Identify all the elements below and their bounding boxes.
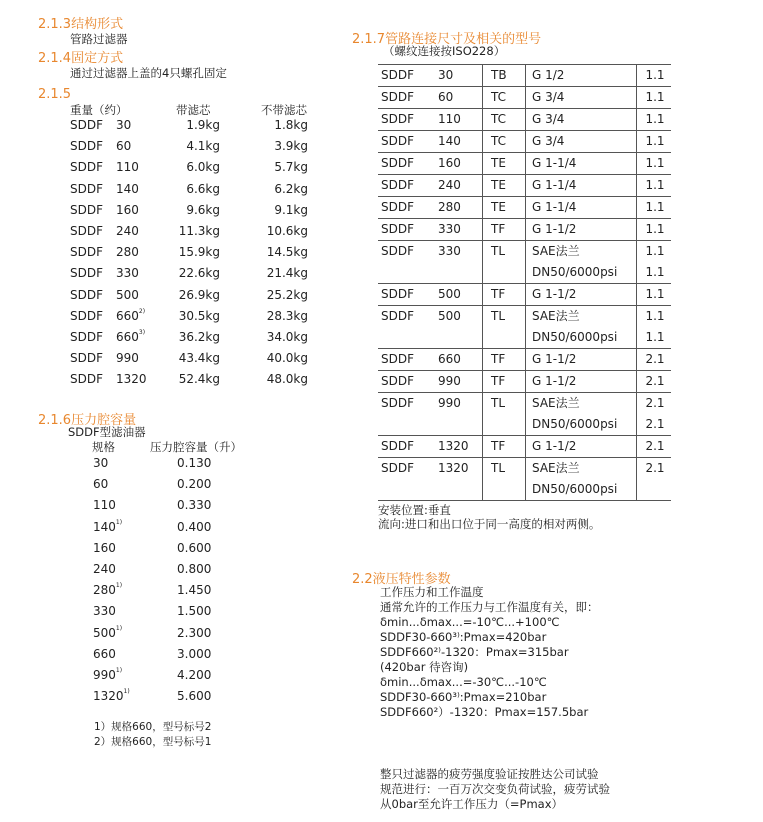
row-size: 160 (93, 540, 116, 555)
cell-code: TE (483, 153, 526, 175)
connection-row (378, 219, 671, 241)
version-value: 1.1 (645, 265, 665, 279)
version-value: 1.1 (645, 156, 665, 170)
connection-value: DN50/6000psi (532, 330, 618, 344)
connection-row (378, 65, 671, 87)
version-value: 1.1 (645, 244, 665, 258)
version-value: 1.1 (645, 68, 665, 82)
section-heading-2-1-5: 2.1.5 (38, 87, 72, 102)
connection-row (378, 153, 671, 175)
connection-value: G 1-1/4 (532, 156, 577, 170)
row-weight-without-element: 3.9kg (274, 139, 308, 154)
cell-model: SDDF (381, 309, 414, 323)
version-value: 2.1 (645, 461, 665, 475)
cell-model: SDDF (381, 178, 414, 192)
param-line: SDDF660²）-1320：Pmax=157.5bar (380, 705, 589, 719)
cell-version (637, 87, 672, 109)
weight-header-label: 重量（约） (70, 103, 128, 117)
row-size: 990$^{1)}$ (93, 667, 123, 682)
row-weight-with-element: 6.6kg (186, 181, 220, 196)
flow-direction: 流向:进口和出口位于同一高度的相对两侧。 (378, 517, 601, 531)
section-heading-2-2: 2.2液压特性参数 (352, 572, 451, 587)
connection-row (378, 458, 671, 501)
row-model: SDDF (70, 160, 103, 175)
cell-version (637, 109, 672, 131)
connection-table (378, 64, 671, 501)
row-footnote-ref: 1) (115, 624, 123, 632)
cell-version (637, 175, 672, 197)
cell-code: TC (483, 131, 526, 153)
cell-version (637, 65, 672, 87)
param-line: 通常允许的工作压力与工作温度有关，即： (380, 600, 599, 614)
row-volume: 1.500 (177, 604, 212, 619)
cell-code: TF (483, 371, 526, 393)
volume-header-size: 规格 (92, 440, 115, 454)
connection-row (378, 349, 671, 371)
cell-model: SDDF (381, 112, 414, 126)
cell-connection (526, 197, 637, 219)
connection-value: G 1-1/2 (532, 352, 577, 366)
row-footnote-ref: 1) (115, 518, 123, 526)
cell-model: SDDF (381, 156, 414, 170)
row-footnote-ref: 2) (138, 307, 146, 315)
cell-code: TE (483, 175, 526, 197)
row-model: SDDF (70, 245, 103, 260)
row-model: SDDF (70, 202, 103, 217)
row-size: 60 (93, 477, 109, 492)
cell-size: 1320 (438, 439, 469, 453)
fatigue-line: 规范进行：一百万次交变负荷试验，疲劳试验 (380, 782, 610, 796)
row-size: 110 (93, 498, 116, 513)
connection-row (378, 436, 671, 458)
footnote-1: 1）规格660，型号标号2 (94, 721, 212, 733)
cell-model: SDDF (381, 200, 414, 214)
install-position: 安装位置:垂直 (378, 503, 451, 517)
row-weight-with-element: 6.0kg (186, 160, 220, 175)
weight-header-without-element: 不带滤芯 (261, 103, 307, 117)
weight-header-with-element: 带滤芯 (176, 103, 211, 117)
connection-value: SAE法兰 (532, 309, 580, 323)
cell-size: 990 (438, 396, 461, 410)
cell-size: 500 (438, 287, 461, 301)
cell-connection (526, 109, 637, 131)
version-value: 2.1 (645, 374, 665, 388)
connection-value: G 1-1/4 (532, 200, 577, 214)
row-weight-without-element: 21.4kg (266, 266, 308, 281)
section-heading-2-1-3: 2.1.3结构形式 (38, 17, 124, 32)
cell-connection (526, 87, 637, 109)
fatigue-text (380, 767, 610, 812)
cell-version (637, 436, 672, 458)
row-model: SDDF (70, 118, 103, 132)
row-size: 140 (116, 181, 139, 196)
cell-version (637, 458, 672, 501)
row-footnote-ref: 3) (138, 329, 146, 336)
version-value: 1.1 (645, 90, 665, 104)
connection-row (378, 371, 671, 393)
cell-version (637, 197, 672, 219)
row-volume: 5.600 (177, 689, 212, 704)
row-weight-with-element: 30.5kg (178, 308, 220, 323)
connection-value: G 1-1/2 (532, 222, 577, 236)
connection-row (378, 109, 671, 131)
cell-connection (526, 371, 637, 393)
connection-value: G 1/2 (532, 68, 565, 82)
row-size: 330 (93, 604, 116, 619)
version-value: 2.1 (645, 352, 665, 366)
row-model: SDDF (70, 287, 103, 302)
row-volume: 1.450 (177, 583, 212, 598)
footnote-2: 2）规格660，型号标号1 (94, 736, 212, 748)
row-size: 1320$^{1)}$ (93, 688, 130, 704)
row-weight-with-element: 52.4kg (178, 372, 220, 387)
connection-row (378, 131, 671, 153)
row-volume: 0.330 (177, 498, 212, 513)
cell-code: TB (483, 65, 526, 87)
cell-model: SDDF (381, 222, 414, 236)
row-weight-with-element: 43.4kg (178, 351, 220, 366)
cell-size: 330 (438, 222, 461, 236)
cell-connection (526, 284, 637, 306)
connection-value: G 1-1/2 (532, 287, 577, 301)
cell-size: 140 (438, 134, 461, 148)
cell-size: 30 (438, 68, 454, 82)
section-heading-2-1-6: 2.1.6压力腔容量 (38, 413, 137, 428)
row-weight-without-element: 40.0kg (266, 351, 308, 366)
version-value: 1.1 (645, 200, 665, 214)
connection-value: G 1-1/2 (532, 439, 577, 453)
param-line: (420bar 待咨询) (380, 660, 469, 674)
cell-size: 60 (438, 90, 454, 104)
cell-code: TC (483, 87, 526, 109)
row-size: 30 (93, 456, 109, 470)
cell-connection (526, 458, 637, 501)
cell-size: 110 (438, 112, 461, 126)
row-weight-without-element: 10.6kg (266, 224, 308, 238)
volume-subtitle: SDDF型滤油器 (68, 425, 146, 439)
cell-model: SDDF (381, 352, 414, 366)
row-model: SDDF (70, 266, 103, 281)
cell-code: TL (483, 458, 526, 501)
cell-connection (526, 393, 637, 436)
connection-row (378, 241, 671, 284)
row-weight-with-element: 11.3kg (178, 224, 220, 238)
cell-version (637, 284, 672, 306)
cell-connection (526, 153, 637, 175)
row-weight-without-element: 6.2kg (274, 181, 308, 196)
param-line: δmin...δmax...=-10℃...+100℃ (380, 615, 560, 629)
version-value: 1.1 (645, 309, 665, 323)
version-value: 2.1 (645, 417, 665, 431)
cell-version (637, 393, 672, 436)
structure-text: 管路过滤器 (70, 32, 128, 46)
connection-row (378, 306, 671, 349)
row-weight-without-element: 48.0kg (266, 372, 308, 387)
row-size: 140$^{1)}$ (93, 518, 123, 534)
connection-value: SAE法兰 (532, 461, 580, 475)
param-line: 工作压力和工作温度 (380, 585, 484, 599)
version-value: 1.1 (645, 178, 665, 192)
row-volume: 0.130 (177, 456, 212, 470)
connection-row (378, 175, 671, 197)
mounting-text: 通过过滤器上盖的4只螺孔固定 (70, 66, 227, 80)
cell-connection (526, 306, 637, 349)
connection-row (378, 87, 671, 109)
row-weight-with-element: 15.9kg (178, 245, 220, 260)
cell-code: TL (483, 241, 526, 284)
section-heading-2-1-7: 2.1.7管路连接尺寸及相关的型号 (352, 32, 542, 47)
row-volume: 3.000 (177, 646, 212, 661)
cell-size: 500 (438, 309, 461, 323)
connection-value: SAE法兰 (532, 396, 580, 410)
version-value: 1.1 (645, 112, 665, 126)
row-model: SDDF (70, 308, 103, 323)
row-weight-with-element: 26.9kg (178, 287, 220, 302)
row-weight-with-element: 1.9kg (186, 118, 220, 132)
cell-size: 280 (438, 200, 461, 214)
volume-header-capacity: 压力腔容量（升） (150, 440, 242, 454)
fatigue-line: 整只过滤器的疲劳强度验证按胜达公司试验 (380, 767, 599, 781)
cell-code: TE (483, 197, 526, 219)
row-volume: 2.300 (177, 625, 212, 640)
cell-code: TF (483, 284, 526, 306)
connection-value: DN50/6000psi (532, 265, 618, 279)
row-size: 30 (116, 118, 132, 132)
row-model: SDDF (70, 330, 103, 344)
param-line: SDDF30-660³⁾:Pmax=420bar (380, 630, 547, 644)
cell-model: SDDF (381, 287, 414, 301)
cell-size: 160 (438, 156, 461, 170)
row-size: 1320 (116, 372, 147, 387)
row-volume: 4.200 (177, 668, 212, 682)
row-weight-without-element: 28.3kg (266, 308, 308, 323)
version-value: 2.1 (645, 396, 665, 410)
row-volume: 0.400 (177, 519, 212, 534)
row-weight-without-element: 1.8kg (274, 118, 308, 132)
row-size: 330 (116, 266, 139, 281)
row-weight-with-element: 22.6kg (178, 266, 220, 281)
row-size: 160 (116, 202, 139, 217)
row-size: 280$^{1)}$ (93, 582, 123, 598)
row-size: 660 (93, 646, 116, 661)
cell-size: 240 (438, 178, 461, 192)
cell-version (637, 131, 672, 153)
row-size: 500 (116, 287, 139, 302)
row-weight-with-element: 4.1kg (186, 139, 220, 154)
row-weight-without-element: 25.2kg (266, 287, 308, 302)
section-heading-2-1-4: 2.1.4固定方式 (38, 51, 124, 66)
cell-code: TL (483, 393, 526, 436)
row-size: 240 (116, 224, 139, 238)
row-size: 500$^{1)}$ (93, 624, 123, 640)
row-model: SDDF (70, 181, 103, 196)
connection-value: G 1-1/4 (532, 178, 577, 192)
row-size: 240 (93, 562, 116, 576)
cell-code: TF (483, 436, 526, 458)
version-value: 1.1 (645, 330, 665, 344)
connection-row (378, 393, 671, 436)
cell-model: SDDF (381, 68, 414, 82)
cell-model: SDDF (381, 90, 414, 104)
version-value: 1.1 (645, 222, 665, 236)
connection-value: SAE法兰 (532, 244, 580, 258)
cell-connection (526, 175, 637, 197)
row-weight-without-element: 5.7kg (274, 160, 308, 175)
row-weight-with-element: 36.2kg (178, 330, 220, 344)
row-size: 660$^{2)}$ (116, 307, 146, 323)
cell-connection (526, 241, 637, 284)
cell-size: 330 (438, 244, 461, 258)
cell-version (637, 219, 672, 241)
row-size: 60 (116, 139, 132, 154)
row-volume: 0.200 (177, 477, 212, 492)
cell-size: 660 (438, 352, 461, 366)
row-size: 280 (116, 245, 139, 260)
cell-code: TC (483, 109, 526, 131)
row-size: 990 (116, 351, 139, 366)
cell-model: SDDF (381, 134, 414, 148)
row-size: 660$^{3)}$ (116, 329, 146, 344)
row-size: 110 (116, 160, 139, 175)
param-line: δmin...δmax...=-30℃...-10℃ (380, 675, 547, 689)
connection-value: G 3/4 (532, 134, 565, 148)
cell-code: TF (483, 349, 526, 371)
connection-subtitle: （螺纹连接按ISO228） (383, 44, 506, 58)
connection-value: G 3/4 (532, 112, 565, 126)
row-volume: 0.600 (177, 540, 212, 555)
cell-connection (526, 65, 637, 87)
cell-connection (526, 219, 637, 241)
cell-model: SDDF (381, 461, 414, 475)
cell-code: TF (483, 219, 526, 241)
hydraulic-params (380, 585, 599, 720)
row-volume: 0.800 (177, 562, 212, 576)
row-footnote-ref: 1) (115, 667, 123, 674)
connection-value: G 3/4 (532, 90, 565, 104)
cell-connection (526, 436, 637, 458)
version-value: 1.1 (645, 287, 665, 301)
cell-version (637, 349, 672, 371)
version-value: 1.1 (645, 134, 665, 148)
connection-value: DN50/6000psi (532, 482, 618, 496)
connection-value: G 1-1/2 (532, 374, 577, 388)
cell-model: SDDF (381, 439, 414, 453)
cell-size: 990 (438, 374, 461, 388)
fatigue-line: 从0bar至允许工作压力（=Pmax） (380, 797, 564, 811)
cell-model: SDDF (381, 396, 414, 410)
connection-row (378, 197, 671, 219)
cell-version (637, 306, 672, 349)
cell-model: SDDF (381, 244, 414, 258)
row-footnote-ref: 1) (115, 582, 123, 590)
row-model: SDDF (70, 224, 103, 238)
row-model: SDDF (70, 351, 103, 366)
cell-connection (526, 131, 637, 153)
param-line: SDDF30-660³⁾:Pmax=210bar (380, 690, 547, 704)
row-footnote-ref: 1) (123, 688, 130, 696)
row-model: SDDF (70, 139, 103, 154)
cell-model: SDDF (381, 374, 414, 388)
connection-value: DN50/6000psi (532, 417, 618, 431)
row-weight-without-element: 34.0kg (266, 330, 308, 344)
row-weight-without-element: 14.5kg (266, 245, 308, 260)
cell-version (637, 371, 672, 393)
cell-size: 1320 (438, 461, 469, 475)
connection-row (378, 284, 671, 306)
version-value: 2.1 (645, 439, 665, 453)
row-weight-without-element: 9.1kg (274, 202, 308, 217)
cell-connection (526, 349, 637, 371)
row-weight-with-element: 9.6kg (186, 202, 220, 217)
row-model: SDDF (70, 372, 103, 387)
param-line: SDDF660²⁾-1320：Pmax=315bar (380, 645, 569, 659)
cell-version (637, 153, 672, 175)
cell-version (637, 241, 672, 284)
cell-code: TL (483, 306, 526, 349)
